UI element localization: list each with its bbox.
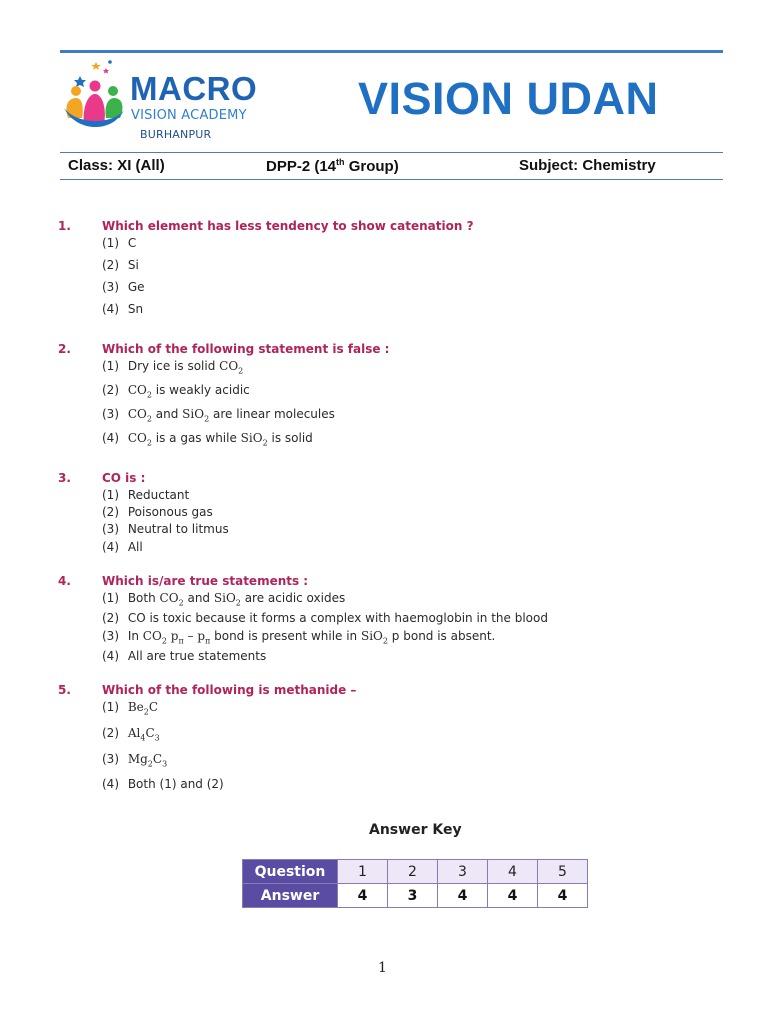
option-text: Neutral to litmus [127,522,229,536]
table-cell: 4 [488,860,538,884]
dpp-label-sup: th [336,157,345,167]
table-cell: 4 [438,884,488,908]
header-rule-top [60,152,723,153]
option-text: are acidic oxides [240,591,346,605]
option [102,611,548,625]
option-text: is weakly acidic [151,383,250,397]
option [102,431,313,447]
option [102,752,167,768]
option-text: Reductant [127,488,190,502]
table-cell: 4 [538,884,588,908]
table-row [243,884,588,908]
option-number: (2) [102,383,119,397]
option-number: (1) [102,700,119,714]
option [102,522,229,536]
option [102,280,145,294]
option-text: is solid [267,431,313,445]
question-header: Question [243,860,338,884]
option [102,649,266,663]
table-row [243,860,588,884]
logo-people-icon [62,58,128,132]
formula-al4c3: $Al_4C_3$ [127,726,160,743]
option [102,302,143,316]
option-text: Both (1) and (2) [127,777,224,791]
answer-key-table [242,859,588,908]
table-cell: 2 [388,860,438,884]
formula-p-pi-bond: $p_\pi - p_\pi$ [170,629,211,646]
option-number: (2) [102,505,119,519]
table-cell: 5 [538,860,588,884]
brand-title: VISION UDAN [358,73,659,124]
option-number: (4) [102,302,119,316]
option-number: (4) [102,777,119,791]
academy-logo [62,58,262,148]
logo-city: BURHANPUR [140,128,212,141]
question-text: Which of the following is methanide – [102,683,357,697]
option-number: (4) [102,649,119,663]
question-number: 5. [58,683,71,697]
option [102,505,213,519]
question-number: 1. [58,219,71,233]
formula-co2: $CO_2$ [142,629,167,646]
table-cell: 3 [388,884,438,908]
table-cell: 3 [438,860,488,884]
option [102,540,143,554]
formula-co2: $CO_2$ [159,591,184,608]
option-number: (1) [102,591,119,605]
option-number: (1) [102,359,119,373]
option-number: (1) [102,236,119,250]
option-text: CO is toxic because it forms a complex with haemoglobin in the blood [127,611,548,625]
formula-co2: $CO_2$ [219,359,244,376]
option-number: (1) [102,488,119,502]
option [102,236,136,250]
logo-wordmark: MACRO [130,70,258,107]
question-text: CO is : [102,471,146,485]
option-text: is a gas while [151,431,241,445]
question-number: 4. [58,574,71,588]
question-text: Which element has less tendency to show catenation ? [102,219,474,233]
option [102,383,250,399]
option-text: bond is present while in [210,629,361,643]
option-number: (3) [102,407,119,421]
option [102,629,495,645]
option-number: (2) [102,726,119,740]
option-number: (2) [102,611,119,625]
option-text: and [183,591,214,605]
formula-sio2: SiO$_2$ [182,407,210,424]
question-text: Which is/are true statements : [102,574,309,588]
option-text: Ge [127,280,145,294]
option-number: (3) [102,522,119,536]
option-text: All [127,540,143,554]
option-text: Both [127,591,160,605]
option-text: Sn [127,302,144,316]
dpp-label-post: Group) [344,158,399,175]
option-text: Poisonous gas [127,505,213,519]
option-text: and [151,407,183,421]
table-cell: 4 [488,884,538,908]
option [102,700,158,716]
option-text: Si [127,258,139,272]
option-number: (4) [102,540,119,554]
formula-co2: $CO_2$ [127,383,152,400]
option-number: (4) [102,431,119,445]
logo-subtitle: VISION ACADEMY [131,108,247,123]
option-text: C [127,236,137,250]
option [102,407,335,423]
page-number: 1 [378,960,387,976]
subject-label: Subject: Chemistry [519,157,656,174]
formula-be2c: $Be_2C$ [127,700,159,717]
formula-sio2: SiO$_2$ [360,629,388,646]
table-cell: 4 [338,884,388,908]
option-text: are linear molecules [209,407,335,421]
table-cell: 1 [338,860,388,884]
option-text: Dry ice is solid [127,359,220,373]
formula-co2: $CO_2$ [127,407,152,424]
option [102,359,243,375]
dpp-label [266,157,399,175]
option [102,777,224,791]
answer-header: Answer [243,884,338,908]
option-text: p bond is absent. [387,629,496,643]
option-number: (3) [102,752,119,766]
formula-mg2c3: $Mg_2C_3$ [127,752,168,769]
answer-key-title: Answer Key [369,822,462,838]
option-text: All are true statements [127,649,267,663]
question-number: 3. [58,471,71,485]
option [102,258,139,272]
question-text: Which of the following statement is false : [102,342,390,356]
formula-co2: $CO_2$ [127,431,152,448]
option [102,591,345,607]
formula-sio2: SiO$_2$ [213,591,241,608]
question-number: 2. [58,342,71,356]
option-number: (3) [102,280,119,294]
option [102,488,189,502]
formula-sio2: SiO$_2$ [240,431,268,448]
dpp-label-pre: DPP-2 (14 [266,158,337,175]
class-info-row [60,156,723,178]
class-label: Class: XI (All) [68,157,165,174]
option-number: (2) [102,258,119,272]
top-rule [60,50,723,53]
option [102,726,160,742]
option-number: (3) [102,629,119,643]
option-text: In [127,629,143,643]
header-rule-bottom [60,179,723,180]
